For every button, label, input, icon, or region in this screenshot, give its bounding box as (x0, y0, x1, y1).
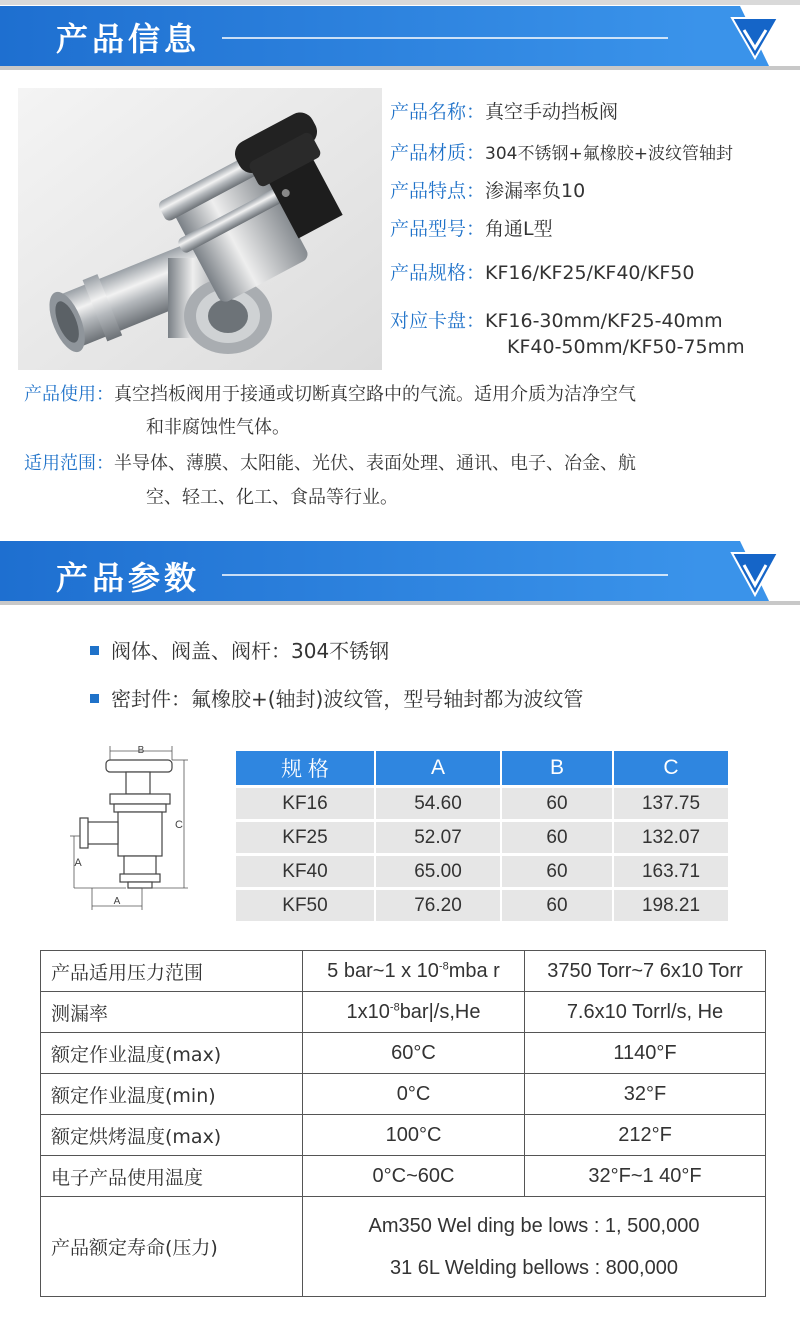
bullet-text: 阀体、阀盖、阀杆：304不锈钢 (111, 639, 390, 663)
param-label: 产品适用压力范围 (41, 951, 303, 992)
bullet-square-icon (90, 694, 99, 703)
param-value-metric: 100°C (303, 1115, 525, 1156)
section-banner-product-info (0, 0, 800, 80)
info-clamp (390, 306, 723, 333)
scope-line2 (146, 481, 398, 515)
diagram-label-b: B (137, 745, 145, 756)
usage-text: 真空挡板阀用于接通或切断真空路中的气流。适用介质为洁净空气 (114, 384, 636, 405)
param-label: 电子产品使用温度 (41, 1156, 303, 1197)
table-cell: 76.20 (374, 890, 500, 921)
param-value-imperial: 3750 Torr~7 6x10 Torr (525, 951, 766, 992)
info-label: 产品材质： (390, 142, 486, 164)
info-name (390, 97, 618, 124)
info-label: 产品特点： (390, 180, 486, 202)
info-value: 真空手动挡板阀 (485, 101, 619, 123)
lifetime-am350: Am350 Wel ding be lows : 1, 500,000 (368, 1214, 700, 1237)
table-cell: 163.71 (612, 856, 728, 887)
diagram-label-a-horizontal: A (113, 896, 121, 907)
param-value-imperial: 1140°F (525, 1033, 766, 1074)
column-header: C (612, 751, 728, 785)
scope-label: 适用范围： (24, 453, 114, 474)
dimension-table (236, 748, 728, 924)
table-cell: 60 (500, 856, 612, 887)
section-title: 产品信息 (56, 20, 201, 58)
table-cell: 60 (500, 788, 612, 819)
info-label: 产品型号： (390, 218, 486, 240)
table-row (41, 951, 766, 992)
info-spec (390, 258, 694, 285)
info-value: 角通L型 (485, 218, 553, 240)
info-material (390, 138, 733, 165)
column-header: A (374, 751, 500, 785)
table-row (236, 788, 728, 819)
table-cell: 52.07 (374, 822, 500, 853)
table-cell: 60 (500, 822, 612, 853)
info-value: 304不锈钢+氟橡胶+波纹管轴封 (485, 144, 733, 164)
param-label: 产品额定寿命(压力) (41, 1197, 303, 1297)
scope-text: 空、轻工、化工、食品等行业。 (146, 487, 398, 508)
param-value-imperial: 212°F (525, 1115, 766, 1156)
param-value-imperial: 32°F (525, 1074, 766, 1115)
diagram-label-a-vertical: A (74, 857, 82, 869)
info-clamp-line2 (507, 336, 745, 358)
param-value-imperial: 32°F~1 40°F (525, 1156, 766, 1197)
lifetime-316l: 31 6L Welding bellows : 800,000 (390, 1256, 678, 1279)
info-value: KF16/KF25/KF40/KF50 (485, 262, 695, 284)
section-title: 产品参数 (56, 559, 201, 597)
param-label: 额定作业温度(min) (41, 1074, 303, 1115)
bullet-material (90, 635, 389, 664)
table-row (236, 856, 728, 887)
table-header-row (236, 751, 728, 785)
param-label: 额定作业温度(max) (41, 1033, 303, 1074)
info-model (390, 214, 553, 241)
info-value: KF16-30mm/KF25-40mm (485, 310, 723, 332)
param-value-imperial: 7.6x10 Torrl/s, He (525, 992, 766, 1033)
table-cell: KF50 (236, 890, 374, 921)
usage-text: 和非腐蚀性气体。 (146, 417, 290, 438)
table-cell: KF25 (236, 822, 374, 853)
param-value-metric: 5 bar~1 x $10^{-8}mba$ r (303, 951, 525, 992)
param-label: 测漏率 (41, 992, 303, 1033)
table-cell: 65.00 (374, 856, 500, 887)
table-cell: KF16 (236, 788, 374, 819)
diagram-label-c: C (175, 819, 183, 831)
table-cell: 60 (500, 890, 612, 921)
info-label: 对应卡盘： (390, 310, 486, 332)
table-cell: 198.21 (612, 890, 728, 921)
table-row (41, 1197, 766, 1297)
table-row (236, 822, 728, 853)
usage-line2 (146, 411, 290, 445)
table-row (41, 1033, 766, 1074)
parameter-table (40, 950, 766, 1297)
scope-text: 半导体、薄膜、太阳能、光伏、表面处理、通讯、电子、冶金、航 (114, 453, 636, 474)
dimension-diagram (66, 742, 196, 914)
info-label: 产品规格： (390, 262, 486, 284)
table-row (41, 992, 766, 1033)
bullet-seal (90, 683, 583, 712)
product-photo (18, 88, 382, 370)
table-row (41, 1074, 766, 1115)
info-value: 渗漏率负10 (485, 180, 586, 202)
param-value-lifetime (303, 1197, 766, 1297)
info-value: KF40-50mm/KF50-75mm (507, 336, 745, 358)
table-cell: 137.75 (612, 788, 728, 819)
table-row (41, 1156, 766, 1197)
table-cell: KF40 (236, 856, 374, 887)
table-row (236, 890, 728, 921)
usage-line1 (24, 378, 636, 412)
column-header: B (500, 751, 612, 785)
bullet-square-icon (90, 646, 99, 655)
param-value-metric: 0°C (303, 1074, 525, 1115)
bullet-text: 密封件：氟橡胶+(轴封)波纹管，型号轴封都为波纹管 (111, 687, 584, 711)
param-value-metric: 60°C (303, 1033, 525, 1074)
param-value-metric: 0°C~60C (303, 1156, 525, 1197)
info-feature (390, 176, 585, 203)
usage-label: 产品使用： (24, 384, 114, 405)
table-cell: 54.60 (374, 788, 500, 819)
param-value-metric: $1x10^{-8}bar|/s,He$ (303, 992, 525, 1033)
table-cell: 132.07 (612, 822, 728, 853)
section-banner-product-params (0, 533, 800, 613)
table-row (41, 1115, 766, 1156)
scope-line1 (24, 447, 636, 481)
column-header: 规 格 (236, 751, 374, 785)
param-label: 额定烘烤温度(max) (41, 1115, 303, 1156)
info-label: 产品名称： (390, 101, 486, 123)
